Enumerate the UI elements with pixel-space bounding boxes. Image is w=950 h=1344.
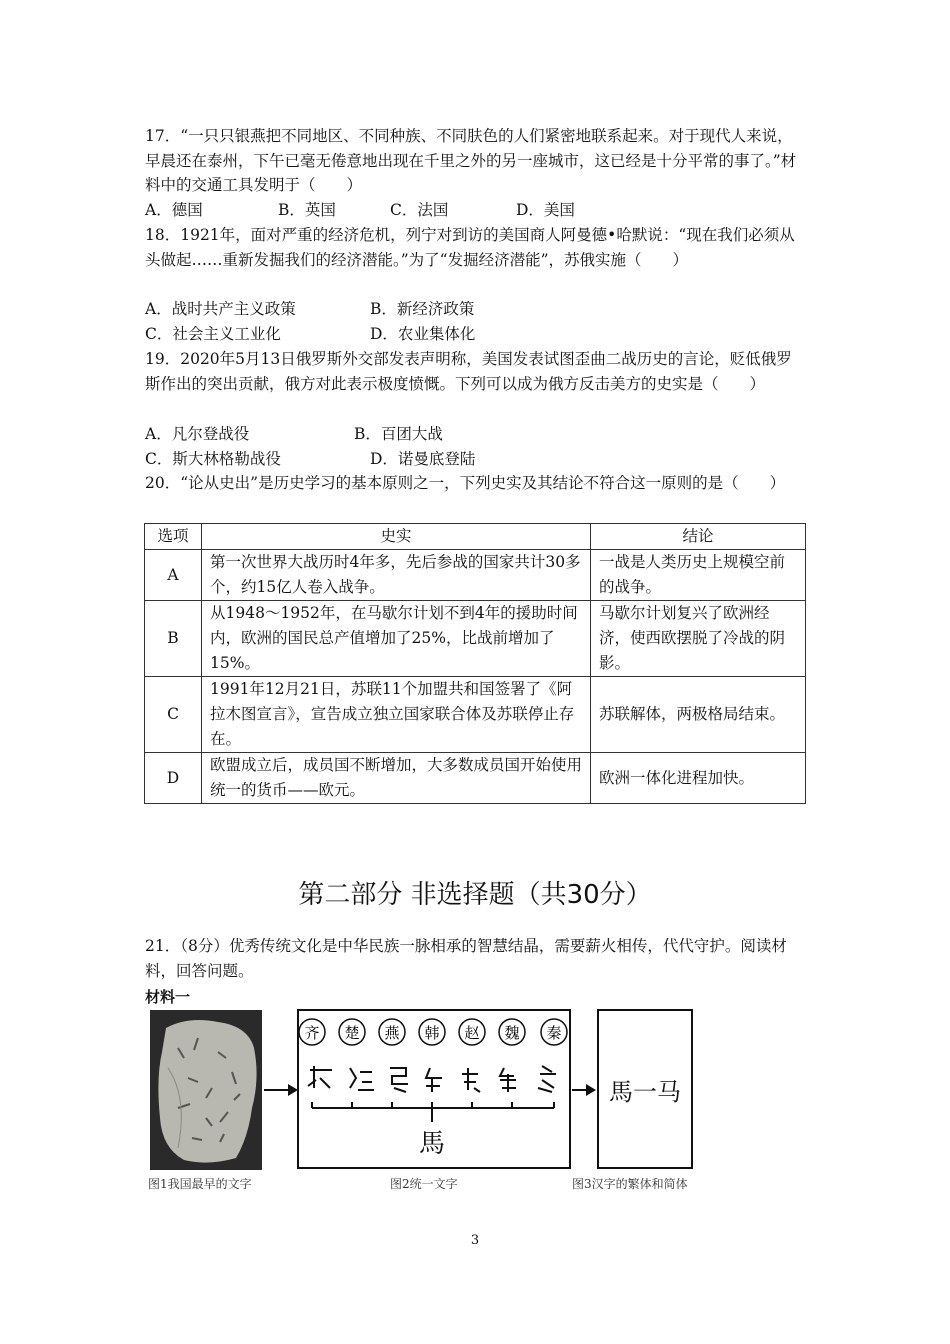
question-17-text: 17．“一只只银燕把不同地区、不同种族、不同肤色的人们紧密地联系起来。对于现代人来说，早晨还在泰州，下午已毫无倦意地出现在千里之外的另一座城市，这已经是十分平常的事了。”材料中的交通工具发明于（ ） (145, 127, 797, 194)
state-circles (299, 1019, 567, 1045)
table-row (145, 550, 806, 601)
page-number: 3 (470, 1233, 480, 1248)
figure-2-caption: 图2统一文字 (390, 1177, 458, 1191)
row-fact: 第一次世界大战历时4年多，先后参战的国家共计30多个，约15亿人卷入战争。 (202, 550, 591, 601)
header-conclusion: 结论 (591, 524, 806, 550)
arrow-icon (572, 1084, 596, 1096)
row-conclusion: 苏联解体，两极格局结束。 (591, 677, 806, 753)
header-fact: 史实 (202, 524, 591, 550)
material-1-label: 材料一 (145, 988, 191, 1006)
figures-svg (148, 1008, 723, 1173)
q19-option-a: A．凡尔登战役 (145, 425, 250, 443)
oracle-bone-image (150, 1010, 262, 1170)
q18-option-d: D．农业集体化 (370, 325, 476, 343)
q18-option-a: A．战时共产主义政策 (145, 300, 296, 318)
table-header-row (145, 524, 806, 550)
state-label: 楚 (344, 1024, 360, 1042)
material-figures (148, 1008, 723, 1198)
bracket-line (312, 1102, 554, 1122)
q19-option-b: B．百团大战 (354, 425, 443, 443)
q17-option-d: D．美国 (516, 201, 575, 219)
row-conclusion: 马歇尔计划复兴了欧洲经济，使西欧摆脱了冷战的阴影。 (591, 601, 806, 677)
q17-option-a: A．德国 (145, 201, 203, 219)
header-option: 选项 (145, 524, 202, 550)
state-label: 齐 (304, 1024, 320, 1042)
q18-option-b: B．新经济政策 (370, 300, 475, 318)
state-label: 魏 (504, 1024, 520, 1042)
state-label: 赵 (464, 1024, 480, 1042)
question-21-text: 21．（8分）优秀传统文化是中华民族一脉相承的智慧结晶，需要薪火相传，代代守护。阅读材料，回答问题。 (145, 937, 787, 980)
figure-1-caption: 图1我国最早的文字 (148, 1177, 252, 1191)
question-19-text: 19．2020年5月13日俄罗斯外交部发表声明称，美国发表试图歪曲二战历史的言论，贬低俄罗斯作出的突出贡献，俄方对此表示极度愤慨。下列可以成为俄方反击美方的史实是（ ） (145, 350, 792, 393)
row-option: C (145, 677, 202, 753)
question-18-text: 18．1921年，面对严重的经济危机，列宁对到访的美国商人阿曼德•哈默说：“现在我们必须从头做起……重新发掘我们的经济潜能。”为了“发掘经济潜能”，苏俄实施（ ） (145, 226, 795, 269)
section-2-title: 第二部分 非选择题（共30分） (298, 880, 652, 910)
unified-seal-char: 馬 (418, 1129, 446, 1159)
row-option: B (145, 601, 202, 677)
state-label: 韩 (424, 1024, 440, 1042)
state-label: 燕 (384, 1024, 400, 1042)
regional-scripts (308, 1066, 556, 1092)
table-row (145, 753, 806, 804)
trad-simp-chars: 馬一马 (609, 1078, 681, 1106)
row-option: A (145, 550, 202, 601)
q18-option-c: C．社会主义工业化 (145, 325, 281, 343)
q17-option-c: C．法国 (390, 201, 449, 219)
question-20-text: 20．“论从史出”是历史学习的基本原则之一，下列史实及其结论不符合这一原则的是（ ） (145, 474, 786, 492)
figure-3-caption: 图3汉字的繁体和简体 (572, 1177, 688, 1191)
row-conclusion: 一战是人类历史上规模空前的战争。 (591, 550, 806, 601)
row-fact: 欧盟成立后，成员国不断增加，大多数成员国开始使用统一的货币——欧元。 (202, 753, 591, 804)
arrow-icon (264, 1084, 298, 1096)
row-conclusion: 欧洲一体化进程加快。 (591, 753, 806, 804)
history-table (144, 523, 806, 804)
row-option: D (145, 753, 202, 804)
table-row (145, 677, 806, 753)
table-row (145, 601, 806, 677)
row-fact: 从1948～1952年，在马歇尔计划不到4年的援助时间内，欧洲的国民总产值增加了25%，比战前增加了15%。 (202, 601, 591, 677)
state-label: 秦 (546, 1024, 562, 1042)
q19-option-c: C．斯大林格勒战役 (145, 450, 281, 468)
q17-option-b: B．英国 (278, 201, 336, 219)
q19-option-d: D．诺曼底登陆 (370, 450, 476, 468)
row-fact: 1991年12月21日，苏联11个加盟共和国签署了《阿拉木图宣言》，宣告成立独立国家联合体及苏联停止存在。 (202, 677, 591, 753)
